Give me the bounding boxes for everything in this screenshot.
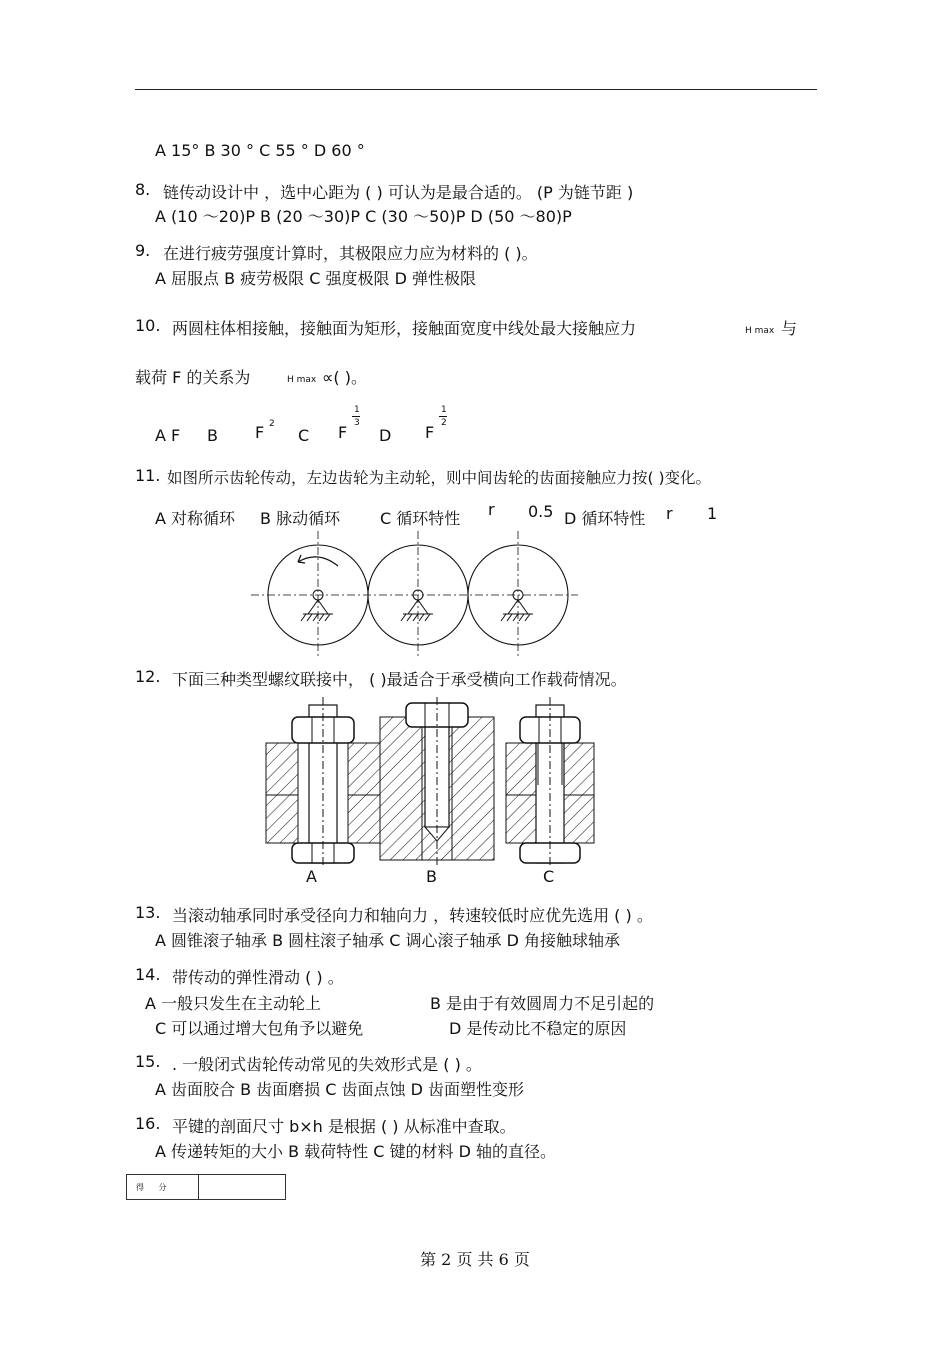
score-label-cell (127, 1175, 199, 1199)
q10-tail: 与 (781, 319, 798, 338)
bolt-joint-a (266, 697, 380, 867)
q14-opt-d: D 是传动比不稳定的原因 (449, 1019, 627, 1038)
q16-options: A 传递转矩的大小 B 载荷特性 C 键的材料 D 轴的直径。 (155, 1142, 557, 1161)
q15-text: . 一般闭式齿轮传动常见的失效形式是 ( ) 。 (172, 1055, 482, 1074)
diagram-label-b: B (426, 867, 437, 886)
bolt-joint-b (380, 697, 494, 867)
q10-opt-d-val: F (425, 423, 435, 442)
q11-opt-c-val: 0.5 (528, 502, 554, 521)
q11-opt-c-r: r (488, 500, 495, 519)
q10-subscript-hmax: H max (745, 326, 775, 336)
q10-line2-b: ∝( )。 (322, 368, 368, 387)
q11-opt-a: A 对称循环 (155, 509, 236, 528)
q10-opt-b-exp: 2 (269, 419, 275, 429)
q9-text: 在进行疲劳强度计算时，其极限应力应为材料的 ( )。 (163, 244, 538, 263)
thread-joint-diagrams (262, 695, 604, 870)
header-rule (135, 89, 817, 90)
q10-opt-c-exp-num: 1 (354, 405, 360, 415)
q12-number: 12. (135, 667, 161, 686)
q11-opt-d: D 循环特性 (564, 509, 646, 528)
q10-opt-c-val: F (338, 423, 348, 442)
q10-line2-subscript: H max (287, 375, 317, 385)
q14-opt-b: B 是由于有效圆周力不足引起的 (430, 994, 655, 1013)
q10-text: 两圆柱体相接触，接触面为矩形，接触面宽度中线处最大接触应力 (172, 319, 637, 338)
q10-opt-c: C (298, 426, 310, 445)
q11-opt-d-val: 1 (707, 504, 718, 523)
q8-options: A (10 ～20)P B (20 ～30)P C (30 ～50)P D (50 ～80)P (155, 207, 572, 226)
q10-opt-d: D (379, 426, 392, 445)
q12-text: 下面三种类型螺纹联接中， ( )最适合于承受横向工作载荷情况。 (172, 670, 627, 689)
q10-opt-a: A F (155, 426, 181, 445)
page-footer: 第 2 页 共 6 页 (420, 1250, 530, 1269)
q15-options: A 齿面胶合 B 齿面磨损 C 齿面点蚀 D 齿面塑性变形 (155, 1080, 525, 1099)
q10-line2-a: 载荷 F 的关系为 (135, 368, 251, 387)
q11-text: 如图所示齿轮传动，左边齿轮为主动轮，则中间齿轮的齿面接触应力按( )变化。 (167, 469, 712, 487)
score-label: 得 分 (136, 1183, 173, 1192)
q11-opt-c: C 循环特性 (380, 509, 461, 528)
q10-opt-b: B (207, 426, 218, 445)
q15-number: 15. (135, 1052, 161, 1071)
q10-opt-c-exp-den: 3 (354, 418, 360, 428)
q9-number: 9. (135, 241, 151, 260)
q16-number: 16. (135, 1114, 161, 1133)
q10-opt-b-val: F (255, 423, 265, 442)
diagram-label-c: C (543, 867, 555, 886)
q9-options: A 屈服点 B 疲劳极限 C 强度极限 D 弹性极限 (155, 269, 477, 288)
diagram-label-a: A (306, 867, 317, 886)
q14-opt-a: A 一般只发生在主动轮上 (145, 994, 322, 1013)
q13-options: A 圆锥滚子轴承 B 圆柱滚子轴承 C 调心滚子轴承 D 角接触球轴承 (155, 931, 621, 950)
q11-number: 11. (135, 466, 161, 485)
q8-text: 链传动设计中 ，选中心距为 ( ) 可认为是最合适的。 (P 为链节距 ) (163, 183, 634, 202)
bolt-joint-c (506, 697, 594, 867)
q11-opt-d-r: r (666, 504, 673, 523)
q14-text: 带传动的弹性滑动 ( ) 。 (172, 968, 344, 987)
q10-number: 10. (135, 316, 161, 335)
q11-opt-b: B 脉动循环 (260, 509, 341, 528)
score-box (126, 1174, 286, 1200)
q10-opt-d-exp-den: 2 (441, 418, 447, 428)
q10-opt-c-frac-bar (352, 416, 360, 417)
q7-options: A 15° B 30 ° C 55 ° D 60 ° (155, 141, 365, 160)
q14-opt-c: C 可以通过增大包角予以避免 (155, 1019, 364, 1038)
q14-number: 14. (135, 965, 161, 984)
q13-text: 当滚动轴承同时承受径向力和轴向力 ，转速较低时应优先选用 ( ) 。 (172, 906, 653, 925)
q8-number: 8. (135, 180, 151, 199)
q10-opt-d-exp-num: 1 (441, 405, 447, 415)
q13-number: 13. (135, 903, 161, 922)
q16-text: 平键的剖面尺寸 b×h 是根据 ( ) 从标准中查取。 (172, 1117, 516, 1136)
gear-train-diagram (248, 528, 583, 658)
q10-opt-d-frac-bar (439, 416, 447, 417)
